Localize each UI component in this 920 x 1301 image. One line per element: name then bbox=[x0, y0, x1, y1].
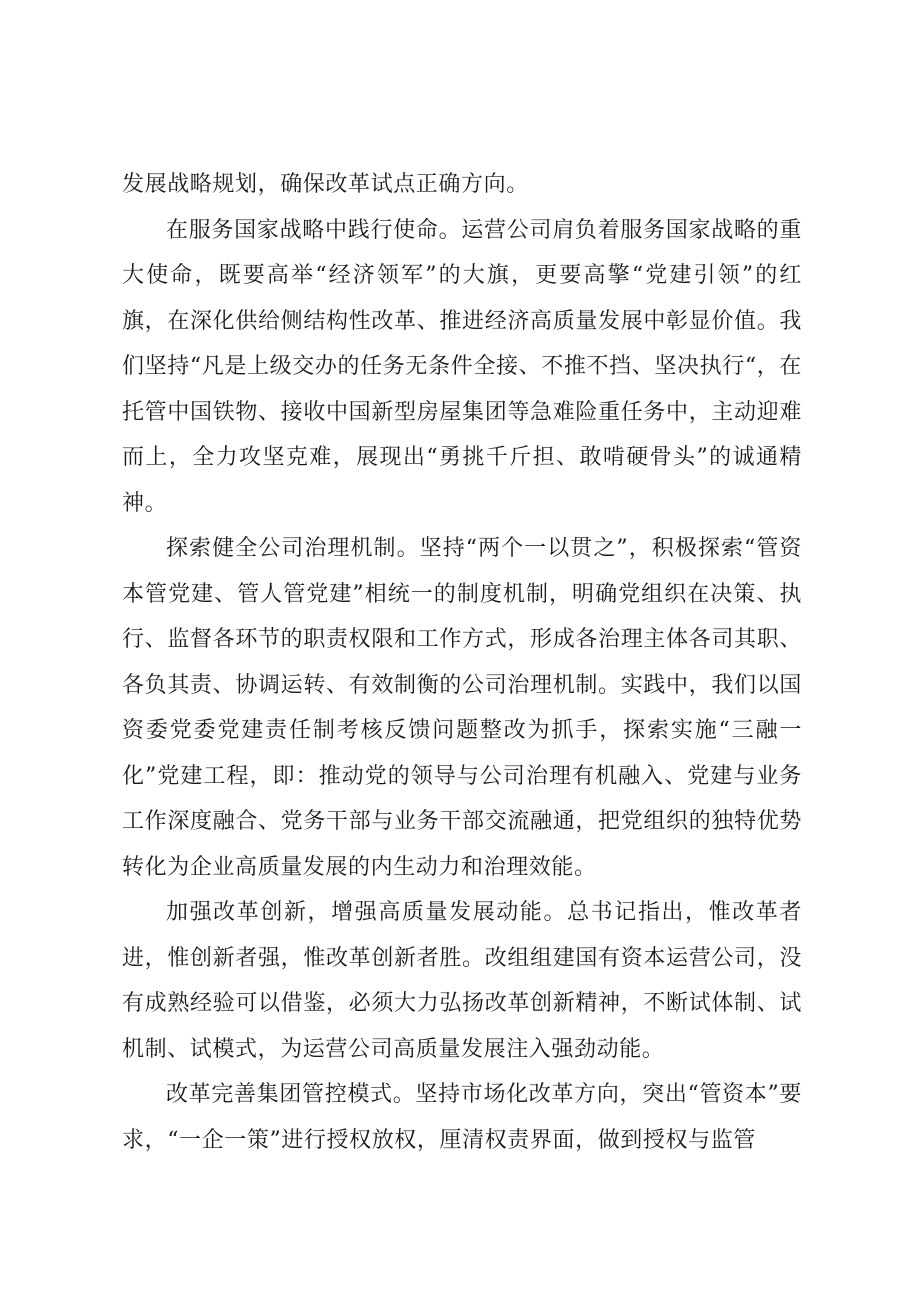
paragraph-group-control: 改革完善集团管控模式。坚持市场化改革方向，突出“管资本”要求，“一企一策”进行授权放权，厘清权责界面，做到授权与监管 bbox=[122, 1082, 802, 1153]
paragraph-national-strategy: 在服务国家战略中践行使命。运营公司肩负着服务国家战略的重大使命，既要高举“经济领军”的大旗，更要高擎“党建引领”的红旗，在深化供给侧结构性改革、推进经济高质量发展中彰显价值。我们坚持“凡是上级交办的任务无条件全接、不推不挡、坚决执行“，在托管中国铁物、接收中国新型房屋集团等急难险重任务中，主动迎难而上，全力攻坚克难，展现出“勇挑千斤担、敢啃硬骨头”的诚通精神。 bbox=[122, 217, 802, 516]
paragraph-continued: 发展战略规划，确保改革试点正确方向。 bbox=[122, 172, 529, 197]
paragraph-reform-innovation: 加强改革创新，增强高质量发展动能。总书记指出，惟改革者进，惟创新者强，惟改革创新者胜。改组组建国有资本运营公司，没有成熟经验可以借鉴，必须大力弘扬改革创新精神，不断试体制、试机制、试模式，为运营公司高质量发展注入强劲动能。 bbox=[122, 900, 802, 1062]
document-body bbox=[122, 162, 802, 1163]
paragraph-governance: 探索健全公司治理机制。坚持“两个一以贯之”，积极探索“管资本管党建、管人管党建”相统一的制度机制，明确党组织在决策、执行、监督各环节的职责权限和工作方式，形成各治理主体各司其职、各负其责、协调运转、有效制衡的公司治理机制。实践中，我们以国资委党委党建责任制考核反馈问题整改为抓手，探索实施“三融一化”党建工程，即：推动党的领导与公司治理有机融入、党建与业务工作深度融合、党务干部与业务干部交流融通，把党组织的独特优势转化为企业高质量发展的内生动力和治理效能。 bbox=[122, 536, 802, 880]
